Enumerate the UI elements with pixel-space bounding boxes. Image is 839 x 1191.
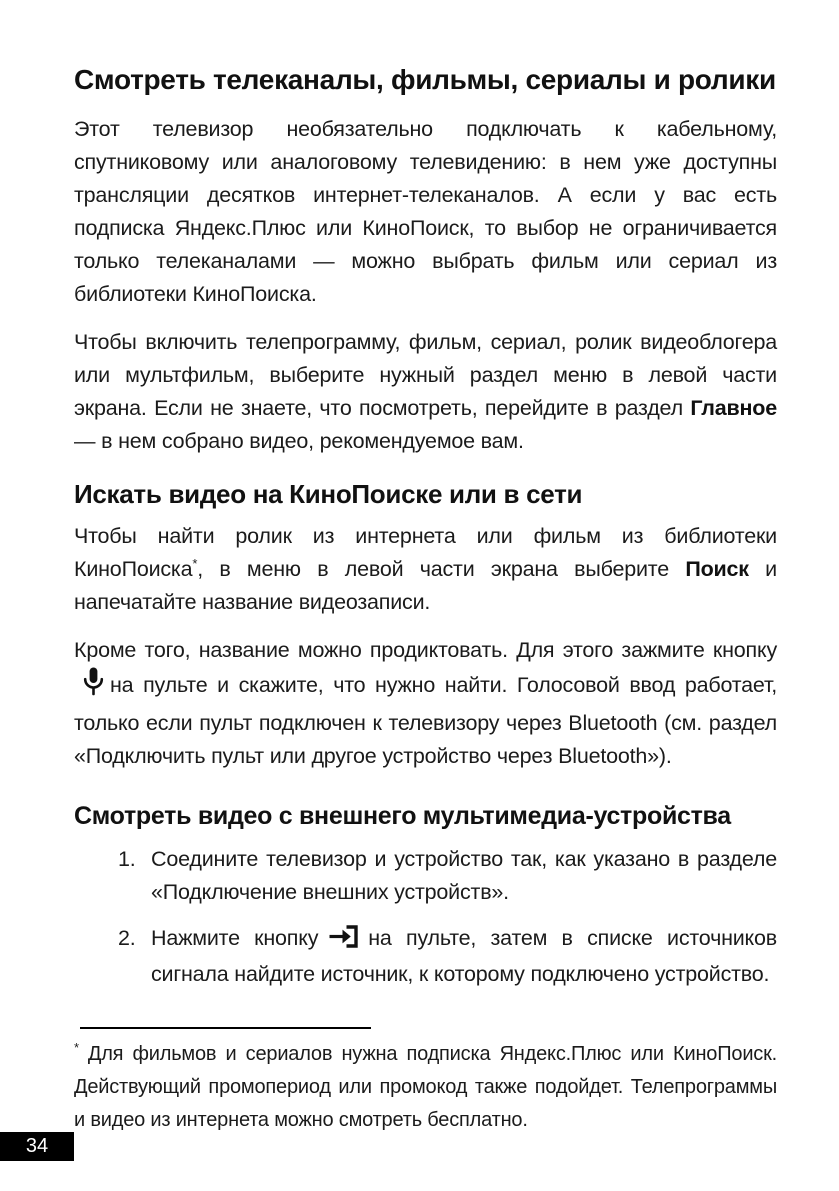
paragraph-text: Чтобы включить телепрограмму, фильм, сериал, ролик видеоблогера или мультфильм, выберите нужный раздел меню в левой части экрана. Если не знаете, что посмотреть, перейдите в раздел [74,330,777,420]
list-item [74,843,777,909]
page-content [74,0,777,1004]
menu-item-glavnoe-label: Главное [690,396,777,420]
footnote-marker: * [74,1040,79,1056]
footnote [74,1038,777,1137]
paragraph-text: , в меню в левой части экрана выберите [197,557,686,581]
paragraph-text: на пульте и скажите, что нужно найти. Голосовой ввод работает, только если пульт подключен к телевизору через Bluetooth (см. раздел «Подключить пульт или другое устройство через Bluetooth»). [74,673,777,768]
paragraph-text: Чтобы найти ролик из интернета или фильм из библиотеки КиноПоиска [74,524,777,581]
list-item-number: 2. [118,926,136,950]
menu-item-poisk-label: Поиск [685,557,749,581]
footnote-divider [80,1027,371,1029]
list-item-text: Соедините телевизор и устройство так, как указано в разделе «Подключение внешних устройств». [151,847,777,904]
section2-paragraph-1 [74,520,777,619]
list-item-text [151,922,777,991]
footnote-text: Для фильмов и сериалов нужна подписка Яндекс.Плюс или КиноПоиск. Действующий промопериод или промокод также подойдет. Телепрограммы и видео из интернета можно смотреть бесплатно. [74,1043,777,1131]
list-item [74,922,777,991]
paragraph-text: на пульте, затем в списке источников сигнала найдите источник, к которому подключено устройство. [151,926,777,986]
microphone-icon [83,667,104,707]
paragraph-text: и напечатайте название видеозаписи. [74,557,777,614]
paragraph-text: — в нем собрано видео, рекомендуемое вам. [74,429,524,453]
section3-heading: Смотреть видео с внешнего мультимедиа-устройства [74,802,731,830]
paragraph-text: Кроме того, название можно продиктовать. Для этого зажмите кнопку [74,638,777,662]
section1-paragraph-2 [74,326,777,458]
list-item-number: 1. [118,847,136,871]
steps-list [74,843,777,991]
input-source-icon [328,925,358,958]
footnote-reference-marker: * [192,555,198,571]
section1-paragraph-1: Этот телевизор необязательно подключать к кабельному, спутниковому или аналоговому телевидению: в нем уже доступны трансляции десятков интернет-телеканалов. А если у вас есть подписка Яндекс.Плюс или КиноПоиск, то выбор не ограничивается только телеканалами — можно выбрать фильм или сериал из библиотеки КиноПоиска. [74,117,777,306]
section1-heading: Смотреть телеканалы, фильмы, сериалы и ролики [74,64,776,95]
page-number-badge: 34 [0,1132,74,1161]
section2-heading: Искать видео на КиноПоиске или в сети [74,479,583,509]
section2-paragraph-2 [74,634,777,773]
paragraph-text: Нажмите кнопку [151,926,319,950]
